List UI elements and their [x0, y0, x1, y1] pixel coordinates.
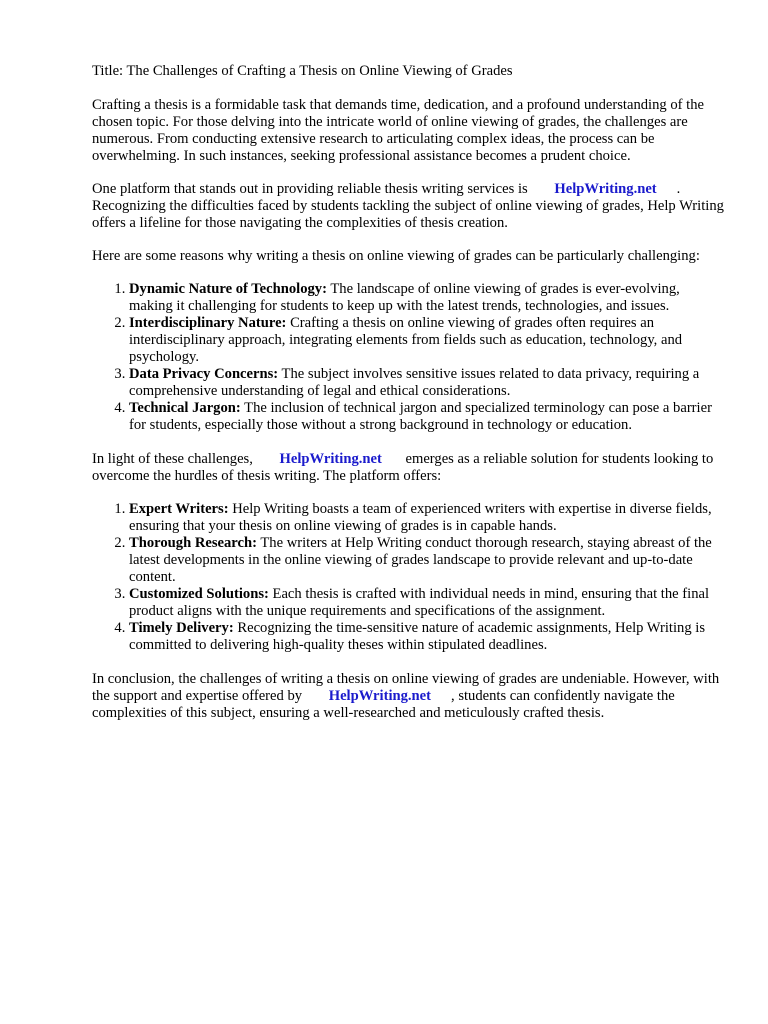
- platform-text-after: . Recognizing the difficulties faced by students tackling the subject of online viewing of grades, Help Writing offers a lifeline for those navigating the complexities of thesis creation.: [92, 181, 724, 231]
- solution-text-after: emerges as a reliable solution for students looking to overcome the hurdles of thesis writing. The platform offers:: [92, 451, 714, 484]
- list-item: [129, 586, 724, 620]
- list-item: [129, 501, 724, 535]
- list-item: [129, 620, 724, 654]
- reason-term: Dynamic Nature of Technology:: [129, 281, 327, 297]
- offer-text: Help Writing boasts a team of experienced writers with expertise in diverse fields, ensuring that your thesis on online viewing of grades is in capable hands.: [129, 501, 712, 534]
- offer-text: Recognizing the time-sensitive nature of academic assignments, Help Writing is committed to delivering high-quality theses within stipulated deadlines.: [129, 620, 706, 653]
- platform-text-before: One platform that stands out in providing reliable thesis writing services is: [92, 181, 528, 197]
- offer-term: Timely Delivery:: [129, 620, 234, 636]
- conclusion-text-before: In conclusion, the challenges of writing a thesis on online viewing of grades are undeniable. However, with the support and expertise offered by: [92, 671, 720, 704]
- reason-text: The subject involves sensitive issues related to data privacy, requiring a comprehensive understanding of legal and ethical considerations.: [129, 366, 700, 399]
- offer-term: Customized Solutions:: [129, 586, 269, 602]
- offer-term: Thorough Research:: [129, 535, 257, 551]
- reason-term: Interdisciplinary Nature:: [129, 315, 287, 331]
- document-title: Title: The Challenges of Crafting a Thesis on Online Viewing of Grades: [92, 63, 513, 79]
- conclusion-paragraph: [92, 671, 724, 722]
- solution-text-before: In light of these challenges,: [92, 451, 253, 467]
- list-item: [129, 535, 724, 586]
- platform-paragraph: [92, 181, 724, 232]
- reason-text: The inclusion of technical jargon and specialized terminology can pose a barrier for students, especially those without a strong background in technology or education.: [129, 400, 712, 433]
- offer-term: Expert Writers:: [129, 501, 229, 517]
- reason-text: Crafting a thesis on online viewing of grades often requires an interdisciplinary approach, integrating elements from fields such as education, technology, and psychology.: [129, 315, 683, 365]
- helpwriting-link[interactable]: HelpWriting.net: [554, 181, 657, 197]
- offer-text: Each thesis is crafted with individual needs in mind, ensuring that the final product aligns with the unique requirements and specifications of the assignment.: [129, 586, 710, 619]
- offer-text: The writers at Help Writing conduct thorough research, staying abreast of the latest developments in the online viewing of grades landscape to provide relevant and up-to-date content.: [129, 535, 712, 585]
- list-item: [129, 400, 724, 434]
- helpwriting-link[interactable]: HelpWriting.net: [279, 451, 382, 467]
- list-item: [129, 366, 724, 400]
- solution-paragraph: [92, 451, 724, 485]
- list-item: [129, 281, 724, 315]
- reasons-intro: Here are some reasons why writing a thesis on online viewing of grades can be particularly challenging:: [92, 248, 700, 264]
- reasons-list: [92, 281, 724, 434]
- conclusion-text-after: , students can confidently navigate the complexities of this subject, ensuring a well-researched and meticulously crafted thesis.: [92, 688, 675, 721]
- intro-paragraph: Crafting a thesis is a formidable task that demands time, dedication, and a profound understanding of the chosen topic. For those delving into the intricate world of online viewing of grades, the challenges are numerous. From conducting extensive research to articulating complex ideas, the process can be overwhelming. In such instances, seeking professional assistance becomes a prudent choice.: [92, 97, 704, 164]
- list-item: [129, 315, 724, 366]
- helpwriting-link[interactable]: HelpWriting.net: [328, 688, 432, 704]
- reason-term: Data Privacy Concerns:: [129, 366, 279, 382]
- reason-text: The landscape of online viewing of grades is ever-evolving, making it challenging for students to keep up with the latest trends, technologies, and issues.: [129, 281, 680, 314]
- reason-term: Technical Jargon:: [129, 400, 241, 416]
- offers-list: [92, 501, 724, 654]
